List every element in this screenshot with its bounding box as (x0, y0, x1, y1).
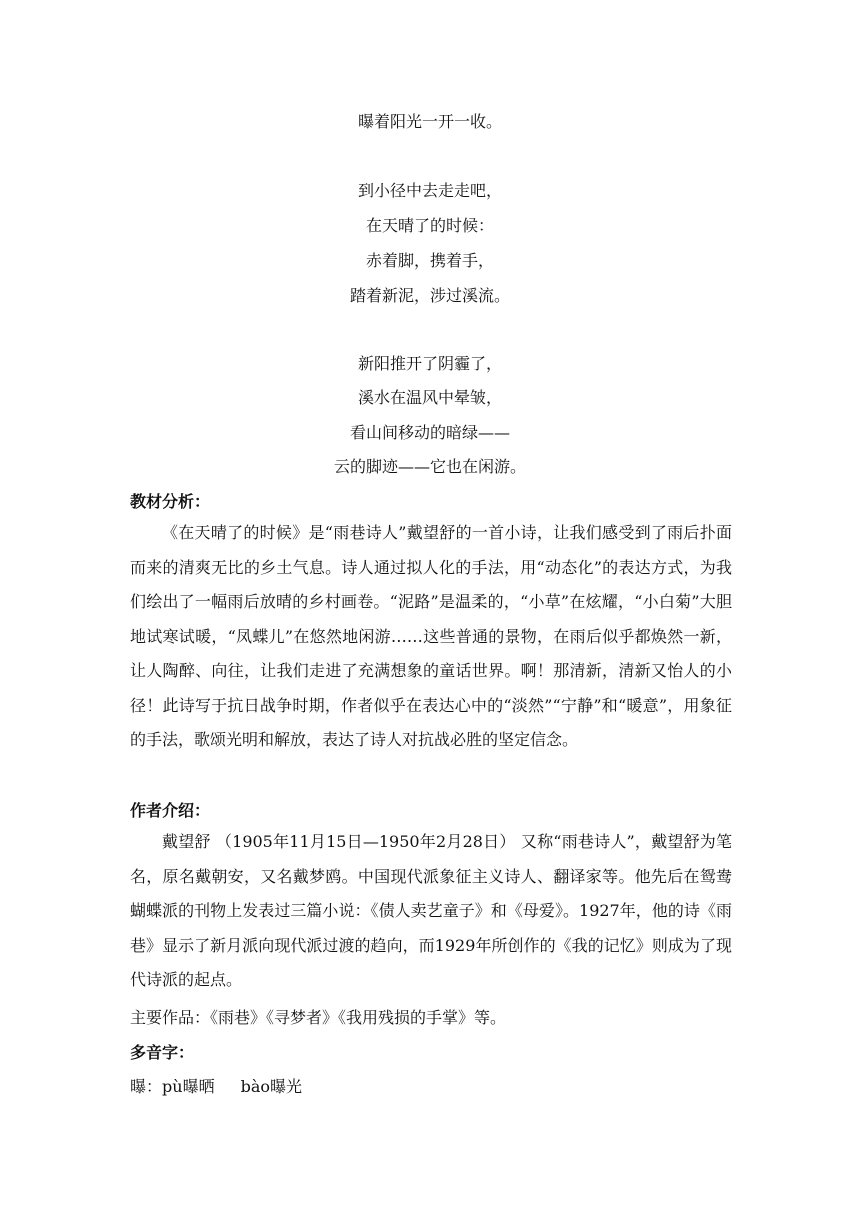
poem-line: 踏着新泥，涉过溪流。 (349, 286, 510, 305)
poem-line: 在天晴了的时候： (365, 216, 494, 235)
author-paragraph: 戴望舒 （1905年11月15日—1950年2月28日） 又称“雨巷诗人”，戴望舒为笔名，原名戴朝安，又名戴梦鸥。中国现代派象征主义诗人、翻译家等。他先后在鸳鸯蝴蝶派的刊物上发表过三篇小说：《债人卖艺童子》和《母爱》。1927年，他的诗《雨巷》显示了新月派向现代派过渡的趋向，而1929年所创作的《我的记忆》则成为了现代诗派的起点。 (130, 832, 732, 989)
author-heading: 作者介绍： (130, 801, 211, 820)
analysis-paragraph: 《在天晴了的时候》是“雨巷诗人”戴望舒的一首小诗，让我们感受到了雨后扑面而来的清爽无比的乡土气息。诗人通过拟人化的手法，用“动态化”的表达方式，为我们绘出了一幅雨后放晴的乡村画卷。“泥路”是温柔的，“小草”在炫耀，“小白菊”大胆地试寒试暖，“凤蝶儿”在悠然地闲游……这些普通的景物，在雨后似乎都焕然一新，让人陶醉、向往，让我们走进了充满想象的童话世界。啊！那清新，清新又怡人的小径！此诗写于抗日战争时期，作者似乎在表达心中的“淡然”“宁静”和“暖意”，用象征的手法，歌颂光明和解放，表达了诗人对抗战必胜的坚定信念。 (130, 523, 732, 749)
poem-line: 云的脚迹——它也在闲游。 (333, 457, 526, 476)
poem-line: 看山间移动的暗绿—— (349, 423, 510, 442)
poem-line: 到小径中去走走吧， (357, 181, 502, 200)
analysis-heading: 教材分析： (130, 492, 211, 511)
polyphone-reading: pù曝晒 (162, 1077, 215, 1096)
polyphone-char: 曝： (130, 1077, 163, 1096)
polyphone-reading: bào曝光 (240, 1077, 302, 1096)
poem-line: 赤着脚，携着手， (365, 251, 494, 270)
major-works-line: 主要作品：《雨巷》《寻梦者》《我用残损的手掌》等。 (130, 1008, 507, 1027)
polyphone-heading: 多音字： (130, 1043, 195, 1062)
poem-line: 溪水在温风中晕皱， (357, 388, 502, 407)
poem-line: 曝着阳光一开一收。 (357, 112, 502, 131)
poem-line: 新阳推开了阴霾了， (357, 354, 502, 373)
polyphone-line (130, 1077, 302, 1097)
